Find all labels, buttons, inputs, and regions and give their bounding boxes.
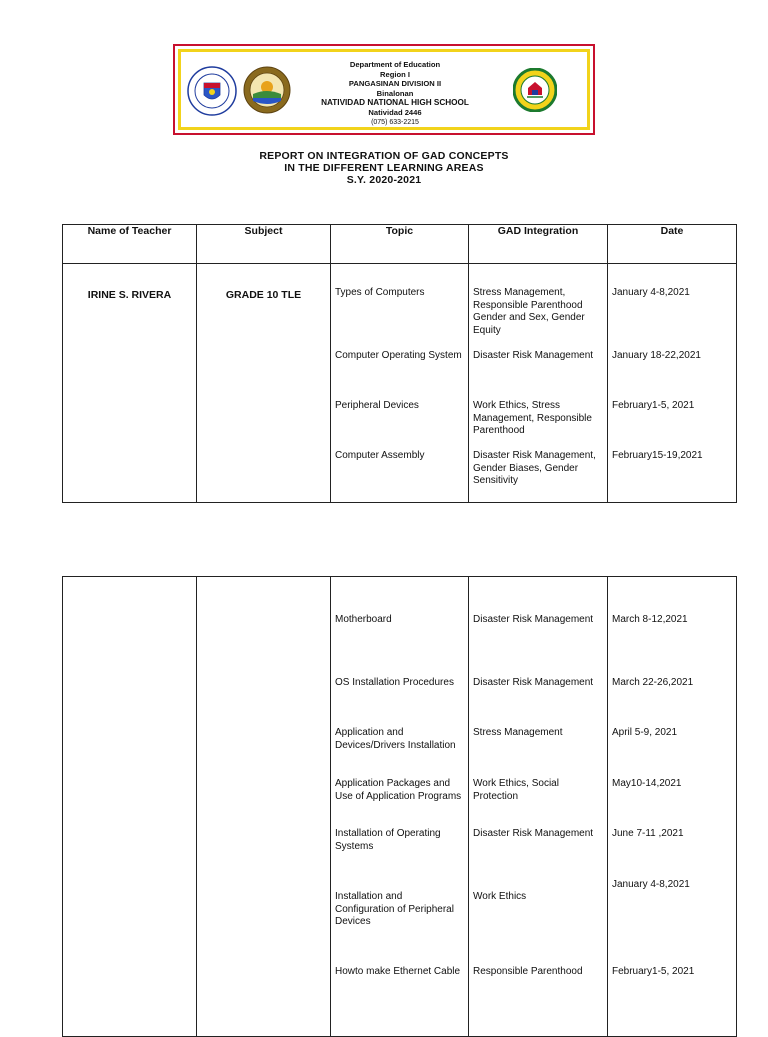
letterhead-banner xyxy=(173,44,595,135)
report-title-line2: IN THE DIFFERENT LEARNING AREAS xyxy=(284,162,484,174)
letterhead-text xyxy=(295,60,495,127)
topic-entry: Motherboard xyxy=(335,614,392,625)
topic-entry: Computer Operating System xyxy=(335,350,462,361)
town-label: Binalonan xyxy=(376,88,414,98)
gad-entry: Disaster Risk Management xyxy=(473,677,594,688)
column-header-topic: Topic xyxy=(331,225,469,264)
division-label: PANGASINAN DIVISION II xyxy=(348,79,442,89)
date-entry: January 18-22,2021 xyxy=(612,350,701,361)
report-title-line3: S.Y. 2020-2021 xyxy=(346,174,422,186)
gad-entry: Responsible Parenthood xyxy=(473,966,583,977)
date-entry: May10-14,2021 xyxy=(612,778,682,789)
gad-entry: Disaster Risk Management xyxy=(473,828,594,839)
column-header-subject: Subject xyxy=(197,225,331,264)
date-entry: January 4-8,2021 xyxy=(612,879,690,890)
topic-entry: Installation of Operating Systems xyxy=(335,828,441,852)
date-cell xyxy=(608,577,737,1037)
teacher-cell-empty xyxy=(63,577,197,1037)
gad-report-table xyxy=(62,224,737,503)
gad-report-table-continued xyxy=(62,576,737,1037)
gad-entry: Stress Management, Responsible Parenthood Gender and Sex, Gender Equity xyxy=(473,287,585,336)
date-cell xyxy=(608,264,737,503)
school-name: NATIVIDAD NATIONAL HIGH SCHOOL xyxy=(321,98,469,108)
date-entry: February1-5, 2021 xyxy=(612,966,695,977)
report-title-line1: REPORT ON INTEGRATION OF GAD CONCEPTS xyxy=(259,150,509,162)
topic-entry: Types of Computers xyxy=(335,287,425,298)
subject-name: GRADE 10 TLE xyxy=(197,264,331,503)
column-header-gad: GAD Integration xyxy=(469,225,608,264)
gad-entry: Work Ethics, Stress Management, Responsible Parenthood xyxy=(473,400,592,437)
report-title xyxy=(0,150,768,186)
gad-entry: Disaster Risk Management xyxy=(473,614,594,625)
topic-cell xyxy=(331,264,469,503)
school-seal-icon xyxy=(513,68,557,112)
subject-cell-empty xyxy=(197,577,331,1037)
gad-entry: Disaster Risk Management xyxy=(473,350,594,361)
date-entry: March 22-26,2021 xyxy=(612,677,694,688)
region-label: Region I xyxy=(380,69,410,79)
topic-entry: Installation and Configuration of Peripheral Devices xyxy=(335,891,454,928)
date-entry: March 8-12,2021 xyxy=(612,614,688,625)
topic-entry: OS Installation Procedures xyxy=(335,677,454,688)
date-entry: June 7-11 ,2021 xyxy=(612,828,684,839)
topic-cell xyxy=(331,577,469,1037)
topic-entry: Computer Assembly xyxy=(335,450,425,461)
gad-entry: Disaster Risk Management, Gender Biases, Gender Sensitivity xyxy=(473,450,596,487)
gad-entry: Work Ethics xyxy=(473,891,527,902)
deped-seal-icon xyxy=(187,66,237,116)
date-entry: April 5-9, 2021 xyxy=(612,727,678,738)
topic-entry: Peripheral Devices xyxy=(335,400,419,411)
teacher-name: IRINE S. RIVERA xyxy=(63,264,197,503)
column-header-teacher: Name of Teacher xyxy=(63,225,197,264)
topic-entry: Application and Devices/Drivers Installation xyxy=(335,727,456,751)
gad-entry: Work Ethics, Social Protection xyxy=(473,778,559,802)
school-phone: (075) 633-2215 xyxy=(371,118,419,126)
table-row xyxy=(63,577,737,1037)
table-row xyxy=(63,264,737,503)
gad-cell xyxy=(469,577,608,1037)
school-address: Natividad 2446 xyxy=(368,107,422,117)
gad-cell xyxy=(469,264,608,503)
column-header-date: Date xyxy=(608,225,737,264)
date-entry: February1-5, 2021 xyxy=(612,400,695,411)
topic-entry: Application Packages and Use of Application Programs xyxy=(335,778,462,802)
table-header-row xyxy=(63,225,737,264)
date-entry: January 4-8,2021 xyxy=(612,287,690,298)
gad-entry: Stress Management xyxy=(473,727,563,738)
department-label: Department of Education xyxy=(349,60,441,69)
date-entry: February15-19,2021 xyxy=(612,450,703,461)
topic-entry: Howto make Ethernet Cable xyxy=(335,966,461,977)
